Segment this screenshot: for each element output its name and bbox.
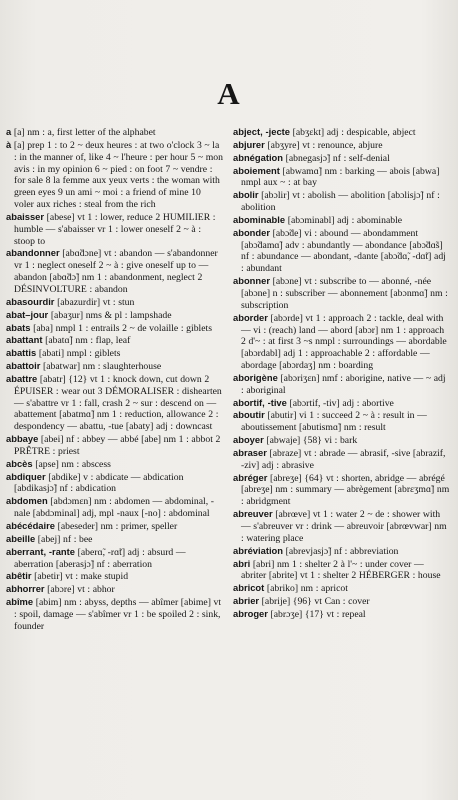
dictionary-entry [6,322,223,335]
dictionary-entry [6,360,223,373]
dictionary-entry [233,126,450,139]
entry-definition: [abɔ̃de] vi : abound — abondamment [abɔ̃damɑ̃] adv : abundantly — abondance [abɔ̃dɑ̃s] nf : abundance — abondant, -dante [abɔ̃dɑ̃, -dɑ̃t] adj : abundant [241,227,446,275]
entry-definition: [abɔne] vt : subscribe to — abonné, -née [abɔne] n : subscriber — abonnement [abɔnmɑ̃] nm : subscription [241,276,448,311]
entry-headword: aborigène [233,371,278,383]
dictionary-entry [6,373,223,433]
entry-definition: [abʒɛkt] adj : despicable, abject [290,127,416,138]
columns [6,126,450,794]
entry-headword: abdiquer [6,470,46,482]
dictionary-entry [6,334,223,347]
entry-headword: abattant [6,334,43,346]
dictionary-entry [233,558,450,583]
dictionary-entry [6,583,223,596]
entry-headword: a [6,126,12,137]
entry-headword: abominable [233,213,286,225]
entry-definition: [abese] vt 1 : lower, reduce 2 HUMILIER : humble — s'abaisser vr 1 : lower oneself 2 ~ à : stoop to [14,211,216,247]
entry-headword: aboyer [233,434,264,446]
entry-headword: abbaye [6,433,39,445]
entry-headword: aborder [233,311,268,323]
entry-headword: abîme [6,596,34,608]
entry-headword: abécédaire [6,520,55,531]
entry-definition: [abɔminabl] adj : abominable [285,214,403,226]
dictionary-entry [233,372,450,397]
entry-definition: [aba] nmpl 1 : entrails 2 ~ de volaille : giblets [30,322,213,334]
entry-headword: abonner [233,275,270,287]
entry-definition: [abriko] nm : apricot [264,583,348,595]
entry-headword: abréger [233,471,268,483]
entry-headword: abats [6,321,31,333]
entry-definition: [abeseder] nm : primer, speller [55,521,178,532]
entry-definition: [abatwar] nm : slaughterhouse [40,361,162,373]
column-left [6,126,223,794]
dictionary-entry [233,312,450,372]
dictionary-entry [233,472,450,509]
section-letter: A [217,76,241,111]
dictionary-entry [6,458,223,471]
entry-headword: abhorrer [6,583,45,595]
entry-definition: [abatɑ̃] nm : flap, leaf [42,335,131,347]
entry-headword: abattis [6,347,37,359]
entry-headword: aboiement [233,164,280,176]
entry-definition: [abrœve] vt 1 : water 2 ~ de : shower with — s'abreuver vr : drink — abreuvoir [abrœvwar] nm : watering place [241,509,447,544]
entry-definition: [abetir] vt : make stupid [31,571,129,583]
entry-definition: [abazurdir] vt : stun [54,296,135,308]
entry-definition: [abʒyre] vt : renounce, abjure [264,139,383,151]
dictionary-entry [6,296,223,309]
entry-headword: abonder [233,226,270,238]
entry-headword: abreuver [233,508,273,520]
entry-headword: abricot [233,582,265,594]
dictionary-entry [6,139,223,211]
entry-headword: abattre [6,372,38,384]
dictionary-entry [233,608,450,621]
entry-headword: abraser [233,446,267,458]
entry-headword: aberrant, -rante [6,545,75,557]
dictionary-entry [233,152,450,165]
dictionary-entry [6,211,223,248]
dictionary-entry [233,139,450,152]
entry-headword: abattoir [6,360,41,372]
entry-definition: [abɔriʒɛn] nmf : aborigine, native — ~ adj : aboriginal [241,372,446,396]
entry-headword: abject, -jecte [233,126,290,137]
entry-headword: abri [233,557,251,569]
entry-headword: abcès [6,457,33,469]
dictionary-entry [233,447,450,472]
entry-headword: abortif, -tive [233,396,287,408]
dictionary-entry [6,471,223,496]
entry-definition: [abei] nf : abbey — abbé [abe] nm 1 : abbot 2 PRÊTRE : priest [14,434,221,457]
dictionary-entry [233,434,450,447]
dictionary-entry [233,165,450,190]
entry-headword: abaisser [6,210,45,222]
dictionary-entry [233,227,450,275]
entry-headword: abeille [6,532,36,544]
dictionary-entry [6,126,223,139]
entry-definition: [aberɑ̃, -rɑ̃t] adj : absurd — aberration [aberasjɔ̃] nf : aberration [14,546,186,570]
entry-definition: [abwamɑ̃] nm : barking — abois [abwa] nmpl aux ~ : at bay [241,165,440,189]
dictionary-entry [233,214,450,227]
entry-headword: abêtir [6,570,32,582]
entry-definition: [abɔre] vt : abhor [44,584,115,596]
entry-headword: abnégation [233,151,284,163]
entry-definition: [abrije] {96} vt Can : cover [259,596,370,608]
dictionary-entry [233,189,450,214]
dictionary-entry [6,533,223,546]
dictionary-entry [6,546,223,571]
entry-headword: à [6,138,12,150]
entry-definition: [a] nm : a, first letter of the alphabet [11,127,156,138]
entry-headword: abolir [233,189,259,201]
entry-definition: [abrevjasjɔ̃] nf : abbreviation [283,545,399,557]
entry-definition: [abati] nmpl : giblets [36,348,121,360]
entry-definition: [abri] nm 1 : shelter 2 à l'~ : under cover — abriter [abrite] vt 1 : shelter 2 HÉBERGER : house [241,558,441,582]
entry-headword: abroger [233,607,268,619]
dictionary-entry [6,520,223,533]
entry-definition: [abej] nf : bee [35,533,93,545]
entry-definition: [abdike] v : abdicate — abdication [abdikasjɔ̃] nf : abdication [14,471,184,495]
entry-headword: abasourdir [6,295,55,307]
entry-headword: abrier [233,595,260,607]
entry-definition: [abɔlir] vt : abolish — abolition [abɔlisjɔ̃] nf : abolition [241,190,440,214]
entry-definition: [abutir] vi 1 : succeed 2 ~ à : result in — aboutissement [abutismɑ̃] nm : result [241,410,427,434]
entry-definition: [abnegasjɔ̃] nf : self-denial [283,152,390,164]
dictionary-entry [6,309,223,322]
column-right [233,126,450,794]
dictionary-entry [233,275,450,312]
entry-headword: abandonner [6,247,60,259]
entry-headword: abdomen [6,495,48,507]
dictionary-entry [233,582,450,595]
dictionary-entry [233,508,450,545]
entry-definition: [abwaje] {58} vi : bark [263,435,358,447]
entry-definition: [abɑ̃dɔne] vt : abandon — s'abandonner vr 1 : neglect oneself 2 ~ à : give oneself up to — abandon [abɑ̃dɔ̃] nm 1 : abandonment, neglect 2 DÉSINVOLTURE : abandon [14,248,218,295]
dictionary-entry [6,570,223,583]
entry-definition: [abɔrde] vt 1 : approach 2 : tackle, deal with — vi : (reach) land — abord [abɔr] nm 1 : approach 2 d'~ : at first 3 ~s nmpl : surroundings — abordable [abɔrdabl] adj 1 : approachable 2 : affordable — abordage [abɔrdaʒ] nm : boarding [241,312,447,372]
entry-headword: abréviation [233,544,284,556]
entry-headword: aboutir [233,409,265,421]
entry-definition: [abreʒe] {64} vt : shorten, abridge — abrégé [abreʒe] nm : summary — abrègement [abrɛʒmɑ̃] nm : abridgment [241,472,450,508]
dictionary-entry [233,545,450,558]
entry-definition: [a] prep 1 : to 2 ~ deux heures : at two o'clock 3 ~ la : in the manner of, like 4 ~ l'heure : per hour 5 ~ mon avis : in my opinion 6 ~ pied : on foot 7 ~ vendre : for sale 8 la femme aux yeux verts : the woman with green eyes 9 un ami ~ moi : a friend of mine 10 voler aux riches : steal from the rich [11,139,223,211]
entry-definition: [abdɔmɛn] nm : abdomen — abdominal, -nale [abdɔminal] adj, mpl -naux [-no] : abdominal [14,496,215,520]
entry-definition: [apse] nm : abscess [32,458,111,470]
entry-definition: [abraze] vt : abrade — abrasif, -sive [abrazif, -ziv] adj : abrasive [241,447,446,471]
entry-definition: [abatr] {12} vt 1 : knock down, cut down 2 ÉPUISER : wear out 3 DÉMORALISER : dishearten — s'abattre vr 1 : fall, crash 2 ~ sur : descend on — abattement [abatmɑ̃] nm 1 : reduction, allowance 2 : despondency — abattu, -tue [abaty] adj : downcast [14,373,222,433]
entry-headword: abat–jour [6,308,49,320]
entry-definition: [abrɔʒe] {17} vt : repeal [267,608,366,620]
entry-headword: abjurer [233,138,265,150]
dictionary-entry [6,433,223,458]
entry-definition: [abim] nm : abyss, depths — abîmer [abime] vt : spoil, damage — s'abîmer vr 1 : be spoiled 2 : sink, founder [14,597,222,632]
dictionary-entry [6,347,223,360]
dictionary-entry [6,247,223,295]
dictionary-entry [6,495,223,520]
dictionary-entry [233,595,450,608]
dictionary-entry [233,409,450,434]
entry-definition: [abɔrtif, -tiv] adj : abortive [286,397,394,409]
entry-definition: [abaʒur] nms & pl : lampshade [48,309,172,321]
dictionary-entry [233,397,450,410]
dictionary-entry [6,596,223,633]
